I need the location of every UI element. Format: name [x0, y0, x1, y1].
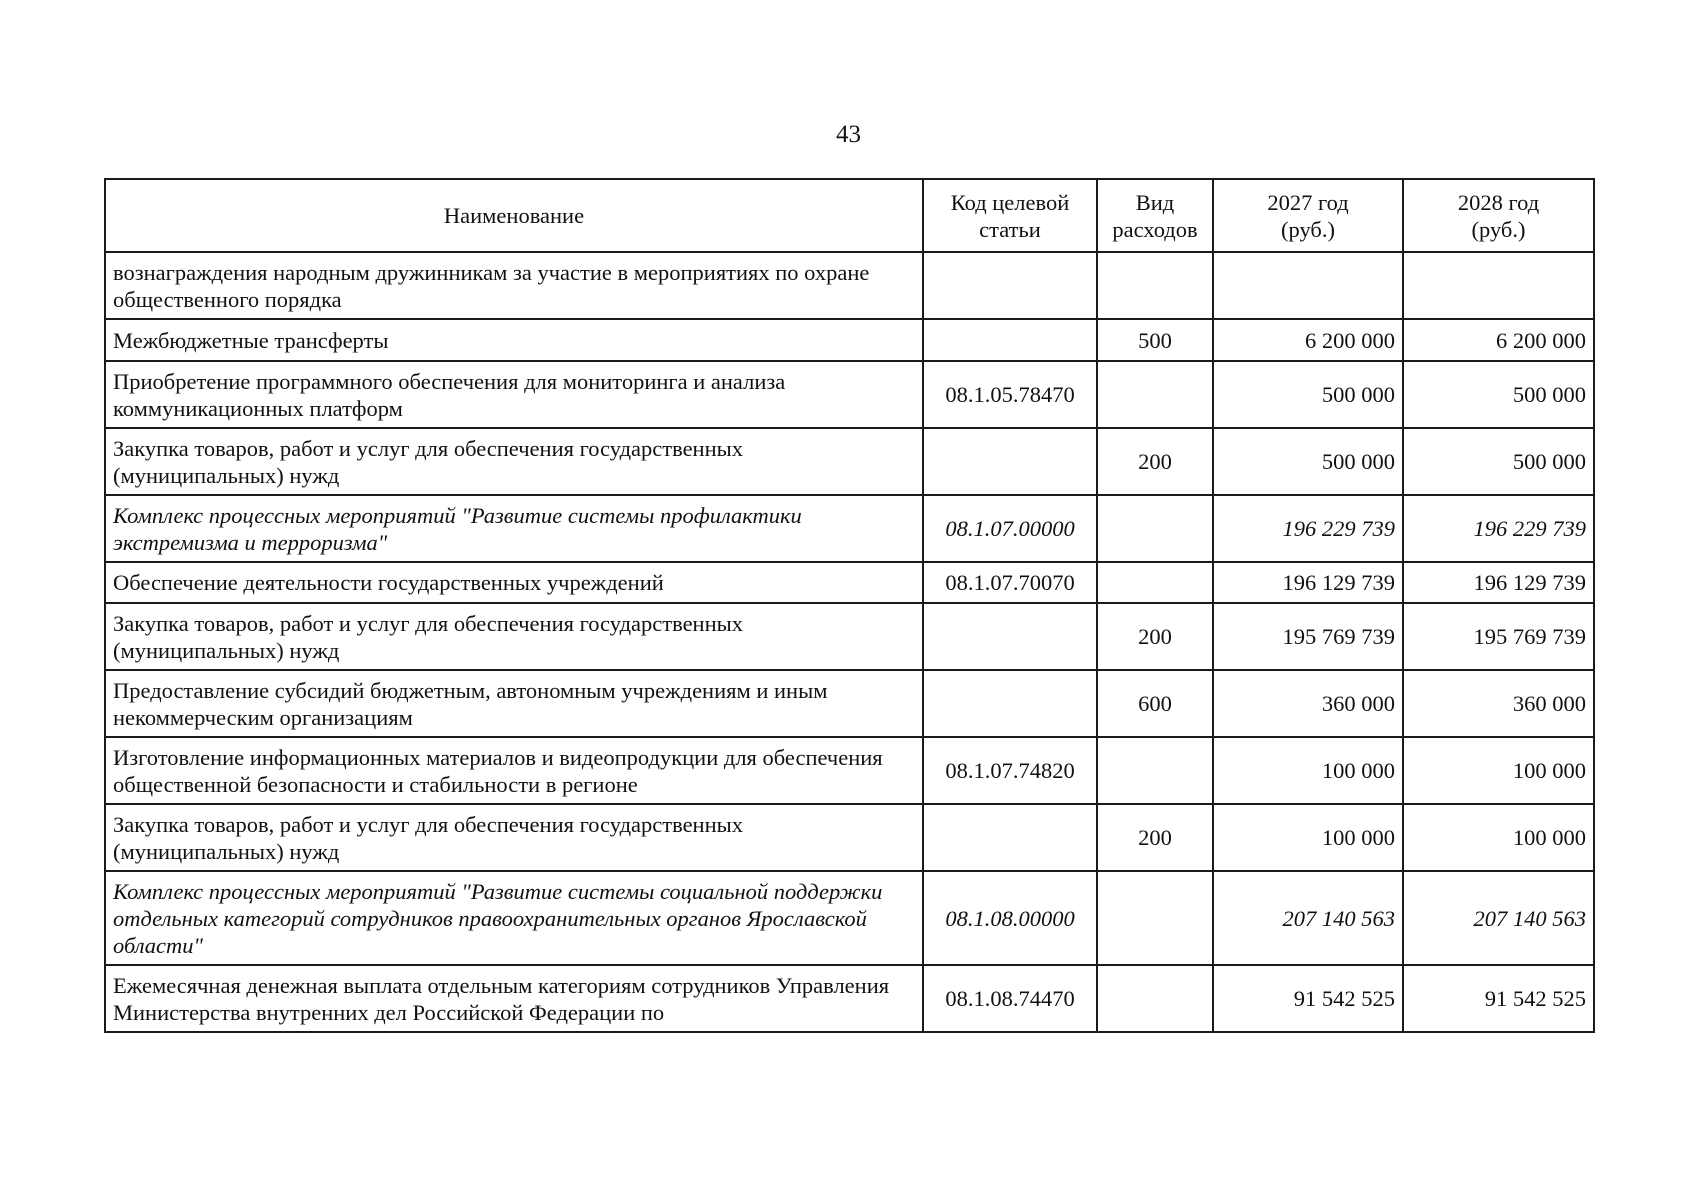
- cell-2028: 500 000: [1403, 428, 1594, 495]
- header-code-line1: Код целевой: [950, 189, 1070, 215]
- cell-2028: 196 229 739: [1403, 495, 1594, 562]
- table-row: [105, 871, 1594, 965]
- cell-2028: 196 129 739: [1403, 562, 1594, 603]
- cell-expense-type: [1097, 965, 1213, 1032]
- table-row: [105, 252, 1594, 319]
- table-row: [105, 495, 1594, 562]
- header-code: [923, 179, 1097, 252]
- cell-name: Ежемесячная денежная выплата отдельным категориям сотрудников Управления Министерства внутренних дел Российской Федерации по: [105, 965, 923, 1032]
- table-row: [105, 603, 1594, 670]
- header-2027: [1213, 179, 1403, 252]
- table-row: [105, 804, 1594, 871]
- cell-name: Изготовление информационных материалов и видеопродукции для обеспечения общественной безопасности и стабильности в регионе: [105, 737, 923, 804]
- cell-code: 08.1.07.00000: [923, 495, 1097, 562]
- page-number: 43: [836, 121, 861, 148]
- table-row: [105, 737, 1594, 804]
- cell-2027: 500 000: [1213, 361, 1403, 428]
- cell-name: Комплекс процессных мероприятий "Развитие системы профилактики экстремизма и терроризма": [105, 495, 923, 562]
- cell-name: Закупка товаров, работ и услуг для обеспечения государственных (муниципальных) нужд: [105, 603, 923, 670]
- cell-2028: 91 542 525: [1403, 965, 1594, 1032]
- cell-name: вознаграждения народным дружинникам за участие в мероприятиях по охране общественного порядка: [105, 252, 923, 319]
- cell-2027: 195 769 739: [1213, 603, 1403, 670]
- table-row: [105, 562, 1594, 603]
- table-row: [105, 428, 1594, 495]
- header-2028-line2: (руб.): [1471, 216, 1526, 242]
- cell-2027: 196 129 739: [1213, 562, 1403, 603]
- cell-expense-type: [1097, 361, 1213, 428]
- header-name-label: Наименование: [443, 203, 585, 228]
- table-row: [105, 965, 1594, 1032]
- cell-2027: [1213, 252, 1403, 319]
- cell-code: [923, 804, 1097, 871]
- cell-name: Обеспечение деятельности государственных учреждений: [105, 562, 923, 603]
- cell-2027: 100 000: [1213, 737, 1403, 804]
- cell-code: 08.1.07.74820: [923, 737, 1097, 804]
- cell-2028: [1403, 252, 1594, 319]
- cell-expense-type: 200: [1097, 428, 1213, 495]
- cell-expense-type: [1097, 737, 1213, 804]
- cell-2028: 100 000: [1403, 804, 1594, 871]
- cell-2028: 360 000: [1403, 670, 1594, 737]
- table-header-row: [105, 179, 1594, 252]
- cell-2028: 100 000: [1403, 737, 1594, 804]
- cell-code: [923, 319, 1097, 361]
- cell-name: Приобретение программного обеспечения для мониторинга и анализа коммуникационных платформ: [105, 361, 923, 428]
- cell-code: 08.1.05.78470: [923, 361, 1097, 428]
- cell-expense-type: 200: [1097, 804, 1213, 871]
- header-2028-line1: 2028 год: [1457, 189, 1540, 215]
- header-kind-line2: расходов: [1112, 216, 1198, 242]
- cell-2028: 500 000: [1403, 361, 1594, 428]
- cell-code: [923, 603, 1097, 670]
- cell-expense-type: 200: [1097, 603, 1213, 670]
- header-2027-line2: (руб.): [1281, 216, 1335, 242]
- cell-2027: 360 000: [1213, 670, 1403, 737]
- budget-table: [104, 178, 1595, 1033]
- cell-expense-type: [1097, 871, 1213, 965]
- table-row: [105, 361, 1594, 428]
- cell-expense-type: [1097, 252, 1213, 319]
- table-row: [105, 670, 1594, 737]
- cell-code: 08.1.08.74470: [923, 965, 1097, 1032]
- cell-2027: 196 229 739: [1213, 495, 1403, 562]
- cell-2027: 91 542 525: [1213, 965, 1403, 1032]
- header-name: [105, 179, 923, 252]
- cell-name: Комплекс процессных мероприятий "Развитие системы социальной поддержки отдельных категорий сотрудников правоохранительных органов Ярославской области": [105, 871, 923, 965]
- cell-2027: 500 000: [1213, 428, 1403, 495]
- cell-2027: 207 140 563: [1213, 871, 1403, 965]
- cell-code: 08.1.08.00000: [923, 871, 1097, 965]
- table-body: [105, 252, 1594, 1032]
- header-2027-line1: 2027 год: [1267, 189, 1349, 215]
- cell-expense-type: 600: [1097, 670, 1213, 737]
- cell-2028: 6 200 000: [1403, 319, 1594, 361]
- header-2028: [1403, 179, 1594, 252]
- cell-name: Предоставление субсидий бюджетным, автономным учреждениям и иным некоммерческим организациям: [105, 670, 923, 737]
- cell-2027: 6 200 000: [1213, 319, 1403, 361]
- cell-code: [923, 670, 1097, 737]
- cell-expense-type: [1097, 562, 1213, 603]
- cell-name: Закупка товаров, работ и услуг для обеспечения государственных (муниципальных) нужд: [105, 804, 923, 871]
- table-row: [105, 319, 1594, 361]
- cell-code: [923, 252, 1097, 319]
- cell-2028: 195 769 739: [1403, 603, 1594, 670]
- cell-2028: 207 140 563: [1403, 871, 1594, 965]
- header-kind-line1: Вид: [1135, 189, 1175, 215]
- cell-expense-type: 500: [1097, 319, 1213, 361]
- cell-name: Межбюджетные трансферты: [105, 319, 923, 361]
- cell-expense-type: [1097, 495, 1213, 562]
- cell-name: Закупка товаров, работ и услуг для обеспечения государственных (муниципальных) нужд: [105, 428, 923, 495]
- cell-2027: 100 000: [1213, 804, 1403, 871]
- cell-code: [923, 428, 1097, 495]
- cell-code: 08.1.07.70070: [923, 562, 1097, 603]
- header-code-line2: статьи: [979, 216, 1041, 242]
- header-kind: [1097, 179, 1213, 252]
